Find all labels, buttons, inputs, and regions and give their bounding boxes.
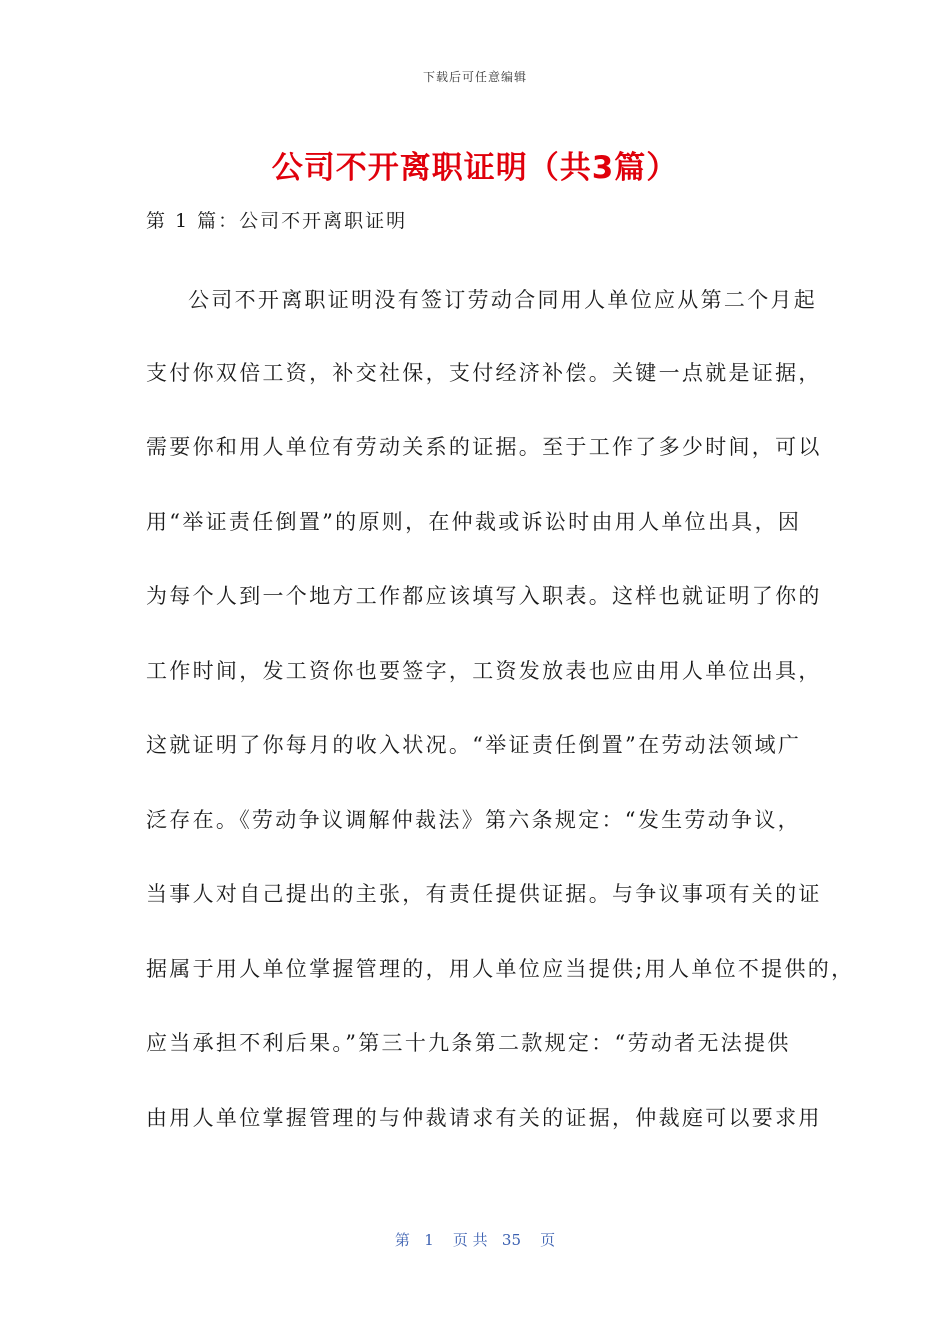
paragraph-line: 需要你和用人单位有劳动关系的证据。至于工作了多少时间，可以 [146,435,822,459]
paragraph-line: 支付你双倍工资，补交社保，支付经济补偿。关键一点就是证据， [146,361,822,385]
paragraph-line: 公司不开离职证明没有签订劳动合同用人单位应从第二个月起 [188,288,818,312]
paragraph-line: 据属于用人单位掌握管理的，用人单位应当提供;用人单位不提供的， [146,957,855,981]
paragraph-line: 由用人单位掌握管理的与仲裁请求有关的证据，仲裁庭可以要求用 [146,1106,822,1130]
paragraph-line: 这就证明了你每月的收入状况。“举证责任倒置”在劳动法领域广 [146,733,802,757]
paragraph-line: 工作时间，发工资你也要签字，工资发放表也应由用人单位出具， [146,659,822,683]
paragraph-line: 应当承担不利后果。”第三十九条第二款规定：“劳动者无法提供 [146,1031,791,1055]
paragraph-line: 为每个人到一个地方工作都应该填写入职表。这样也就证明了你的 [146,584,822,608]
page-number-footer: 第 1 页 共 35 页 [394,1231,556,1249]
page-header-note: 下载后可任意编辑 [422,70,527,84]
paragraph-line: 当事人对自己提出的主张，有责任提供证据。与争议事项有关的证 [146,882,822,906]
document-title: 公司不开离职证明（共3篇） [271,150,679,186]
paragraph-line: 用“举证责任倒置”的原则，在仲裁或诉讼时由用人单位出具，因 [146,510,802,534]
section-heading: 第 1 篇：公司不开离职证明 [146,210,408,232]
paragraph-line: 泛存在。《劳动争议调解仲裁法》第六条规定：“发生劳动争议， [146,808,801,832]
